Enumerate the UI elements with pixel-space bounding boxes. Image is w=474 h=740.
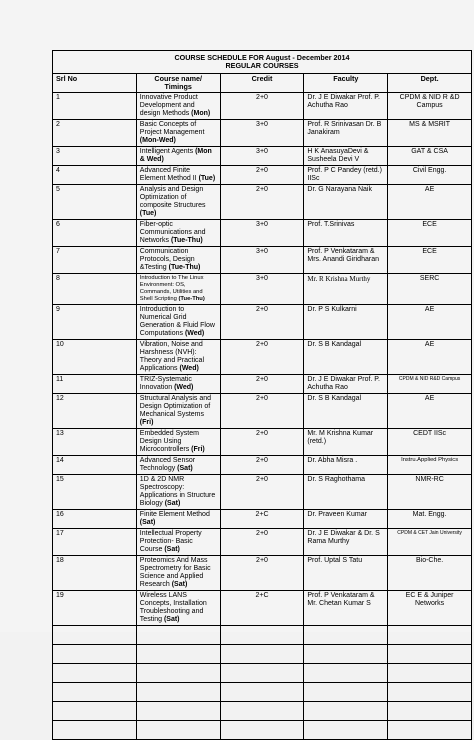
row-credit: 2+0 — [220, 556, 304, 591]
table-row — [53, 591, 472, 626]
row-credit: 3+0 — [220, 147, 304, 166]
row-dept: Bio-Che. — [388, 556, 472, 591]
empty-cell — [388, 626, 472, 645]
row-credit: 3+0 — [220, 220, 304, 247]
row-sr-number: 5 — [53, 185, 137, 220]
course-timing: (Tue-Thu) — [178, 296, 205, 302]
table-row — [53, 247, 472, 274]
course-timing: (Tue) — [198, 175, 216, 182]
row-credit: 2+0 — [220, 185, 304, 220]
row-dept: Civil Engg. — [388, 166, 472, 185]
row-course-cell — [136, 475, 220, 510]
row-faculty: Dr. J E Diwakar & Dr. S Rama Murthy — [304, 529, 388, 556]
course-name: Proteomics And Mass Spectrometry for Basic Science and Applied Research — [139, 557, 211, 588]
course-timing: (Tue-Thu) — [168, 264, 201, 271]
table-row — [53, 147, 472, 166]
empty-cell — [136, 645, 220, 664]
empty-row — [53, 702, 472, 721]
row-faculty: Prof. R Srinivasan Dr. B Janakiram — [304, 120, 388, 147]
course-schedule-sheet — [52, 50, 472, 740]
empty-cell — [53, 683, 137, 702]
course-name: Wireless LANS Concepts, Installation Troubleshooting and Testing — [139, 592, 207, 623]
table-row — [53, 305, 472, 340]
row-faculty: Mr. M Krishna Kumar (retd.) — [304, 429, 388, 456]
row-sr-number: 8 — [53, 274, 137, 305]
empty-cell — [136, 626, 220, 645]
schedule-subtitle: REGULAR COURSES — [225, 61, 299, 70]
row-credit: 2+0 — [220, 475, 304, 510]
course-timing: (Mon & Wed) — [139, 148, 212, 163]
course-name: Intellectual Property Protection- Basic Course — [139, 530, 202, 553]
row-faculty: Prof. Uptal S Tatu — [304, 556, 388, 591]
row-sr-number: 17 — [53, 529, 137, 556]
empty-cell — [136, 664, 220, 683]
row-sr-number: 15 — [53, 475, 137, 510]
row-credit: 2+C — [220, 591, 304, 626]
course-name: Introduction to The Linux Environment: OS, Commands, Utilities and Shell Scripting — [139, 275, 204, 302]
table-row — [53, 429, 472, 456]
empty-cell — [53, 664, 137, 683]
row-credit: 3+0 — [220, 274, 304, 305]
row-course-cell — [136, 147, 220, 166]
row-credit: 2+0 — [220, 429, 304, 456]
row-course-cell — [136, 340, 220, 375]
row-dept: EC E & Juniper Networks — [388, 591, 472, 626]
empty-row — [53, 626, 472, 645]
course-timing: (Wed) — [184, 330, 205, 337]
course-timing: (Wed) — [179, 365, 199, 372]
row-dept: ECE — [388, 220, 472, 247]
row-course-cell — [136, 394, 220, 429]
row-course-cell — [136, 510, 220, 529]
row-credit: 2+0 — [220, 456, 304, 475]
row-faculty: Dr. Abha Misra . — [304, 456, 388, 475]
column-header-course: Course name/ Timings — [136, 74, 220, 93]
schedule-title: COURSE SCHEDULE FOR August - December 2014 — [174, 53, 350, 62]
empty-cell — [53, 702, 137, 721]
row-course-cell — [136, 429, 220, 456]
row-sr-number: 9 — [53, 305, 137, 340]
course-name: Basic Concepts of Project Management — [139, 121, 205, 136]
empty-row — [53, 683, 472, 702]
course-timing: (Tue) — [139, 210, 157, 217]
table-header-row — [53, 51, 472, 74]
empty-cell — [304, 683, 388, 702]
empty-cell — [304, 702, 388, 721]
course-name: Innovative Product Development and design Methods — [139, 94, 198, 117]
row-course-cell — [136, 305, 220, 340]
row-dept: CPDM & CET Jain University — [388, 529, 472, 556]
empty-cell — [136, 702, 220, 721]
row-course-cell — [136, 274, 220, 305]
course-timing: (Mon) — [191, 110, 211, 117]
row-faculty: Prof. P C Pandey (retd.) IISc — [304, 166, 388, 185]
row-dept: AE — [388, 394, 472, 429]
empty-cell — [220, 645, 304, 664]
empty-cell — [304, 645, 388, 664]
course-timing: (Fri) — [191, 446, 205, 453]
row-sr-number: 16 — [53, 510, 137, 529]
row-sr-number: 14 — [53, 456, 137, 475]
row-faculty: H K AnasuyaDevi & Susheela Devi V — [304, 147, 388, 166]
course-timing: (Tue-Thu) — [170, 237, 203, 244]
empty-cell — [388, 645, 472, 664]
table-row — [53, 556, 472, 591]
row-faculty: Prof. P Venkataram & Mr. Chetan Kumar S — [304, 591, 388, 626]
course-timing: (Sat) — [171, 581, 188, 588]
row-dept: ECE — [388, 247, 472, 274]
empty-row — [53, 645, 472, 664]
table-row — [53, 529, 472, 556]
column-header-row — [53, 74, 472, 93]
table-row — [53, 220, 472, 247]
row-course-cell — [136, 93, 220, 120]
course-timing: (Sat) — [164, 546, 180, 553]
row-dept: SERC — [388, 274, 472, 305]
table-row — [53, 456, 472, 475]
row-sr-number: 11 — [53, 375, 137, 394]
row-faculty: Dr. J E Diwakar Prof. P. Achutha Rao — [304, 93, 388, 120]
empty-row — [53, 664, 472, 683]
row-credit: 2+0 — [220, 340, 304, 375]
row-course-cell — [136, 247, 220, 274]
row-dept: CPDM & NID R &D Campus — [388, 93, 472, 120]
row-credit: 2+0 — [220, 394, 304, 429]
course-name: TRIZ-Systematic Innovation — [139, 376, 192, 391]
empty-cell — [220, 626, 304, 645]
column-header-sr: Srl No — [53, 74, 137, 93]
course-name: Vibration, Noise and Harshness (NVH): Theory and Practical Applications — [139, 341, 204, 372]
column-header-credit: Credit — [220, 74, 304, 93]
row-faculty: Prof. T.Srinivas — [304, 220, 388, 247]
row-dept: Instru.Applied Physics — [388, 456, 472, 475]
row-sr-number: 18 — [53, 556, 137, 591]
course-timing: (Mon-Wed) — [139, 137, 176, 144]
table-row — [53, 274, 472, 305]
course-name: Intelligent Agents — [139, 148, 194, 155]
row-faculty: Dr. S B Kandagal — [304, 340, 388, 375]
table-row — [53, 166, 472, 185]
table-row — [53, 185, 472, 220]
table-row — [53, 93, 472, 120]
row-dept: GAT & CSA — [388, 147, 472, 166]
course-timing: (Sat) — [164, 500, 181, 507]
empty-cell — [136, 721, 220, 740]
row-course-cell — [136, 375, 220, 394]
row-dept: AE — [388, 305, 472, 340]
course-name: Fiber-optic Communications and Networks — [139, 221, 206, 244]
empty-cell — [136, 683, 220, 702]
empty-cell — [220, 683, 304, 702]
empty-cell — [304, 721, 388, 740]
course-name: Embedded System Design Using Microcontrollers — [139, 430, 199, 453]
column-header-dept: Dept. — [388, 74, 472, 93]
row-course-cell — [136, 166, 220, 185]
table-row — [53, 120, 472, 147]
course-timing: (Fri) — [139, 419, 154, 426]
table-row — [53, 510, 472, 529]
course-name: Advanced Sensor Technology — [139, 457, 196, 472]
row-sr-number: 6 — [53, 220, 137, 247]
row-course-cell — [136, 120, 220, 147]
row-sr-number: 3 — [53, 147, 137, 166]
column-header-faculty: Faculty — [304, 74, 388, 93]
row-course-cell — [136, 220, 220, 247]
row-course-cell — [136, 185, 220, 220]
row-faculty: Dr. J E Diwakar Prof. P. Achutha Rao — [304, 375, 388, 394]
row-sr-number: 10 — [53, 340, 137, 375]
row-sr-number: 4 — [53, 166, 137, 185]
row-sr-number: 13 — [53, 429, 137, 456]
course-name: Finite Element Method — [139, 511, 210, 518]
course-name: 1D & 2D NMR Spectroscopy: Applications in Structure Biology — [139, 476, 216, 507]
row-sr-number: 1 — [53, 93, 137, 120]
row-dept: Mat. Engg. — [388, 510, 472, 529]
row-sr-number: 12 — [53, 394, 137, 429]
row-dept: CEDT IISc — [388, 429, 472, 456]
empty-cell — [388, 683, 472, 702]
row-dept: NMR-RC — [388, 475, 472, 510]
row-course-cell — [136, 591, 220, 626]
row-credit: 2+0 — [220, 305, 304, 340]
course-schedule-table — [52, 50, 472, 740]
empty-cell — [304, 626, 388, 645]
empty-cell — [388, 721, 472, 740]
row-credit: 2+0 — [220, 93, 304, 120]
table-row — [53, 394, 472, 429]
course-name: Introduction to Numerical Grid Generation & Fluid Flow Computations — [139, 306, 215, 337]
course-name: Structural Analysis and Design Optimization of Mechanical Systems — [139, 395, 211, 418]
course-name: Advanced Finite Element Method II — [139, 167, 197, 182]
table-row — [53, 475, 472, 510]
empty-cell — [220, 702, 304, 721]
course-timing: (Sat) — [177, 465, 193, 472]
row-dept: AE — [388, 185, 472, 220]
row-dept: CPDM & NID R&D Campus — [388, 375, 472, 394]
empty-cell — [220, 721, 304, 740]
row-course-cell — [136, 556, 220, 591]
course-timing: (Sat) — [163, 616, 180, 623]
row-dept: MS & MSRIT — [388, 120, 472, 147]
row-dept: AE — [388, 340, 472, 375]
row-credit: 3+0 — [220, 247, 304, 274]
empty-cell — [388, 702, 472, 721]
row-sr-number: 7 — [53, 247, 137, 274]
row-credit: 2+0 — [220, 166, 304, 185]
empty-cell — [388, 664, 472, 683]
course-timing: (Wed) — [174, 384, 194, 391]
row-sr-number: 2 — [53, 120, 137, 147]
row-faculty: Mr. R Krishna Murthy — [304, 274, 388, 305]
row-course-cell — [136, 529, 220, 556]
empty-cell — [53, 626, 137, 645]
course-name: Analysis and Design Optimization of composite Structures — [139, 186, 206, 209]
table-row — [53, 375, 472, 394]
row-faculty: Dr. G Narayana Naik — [304, 185, 388, 220]
row-credit: 2+0 — [220, 529, 304, 556]
row-credit: 3+0 — [220, 120, 304, 147]
row-faculty: Prof. P Venkataram & Mrs. Anandi Giridharan — [304, 247, 388, 274]
empty-cell — [304, 664, 388, 683]
row-credit: 2+0 — [220, 375, 304, 394]
table-heading — [53, 51, 472, 74]
row-course-cell — [136, 456, 220, 475]
row-faculty: Dr. S Raghothama — [304, 475, 388, 510]
empty-row — [53, 721, 472, 740]
empty-cell — [53, 721, 137, 740]
course-timing: (Sat) — [139, 519, 156, 526]
course-name: Communication Protocols, Design &Testing — [139, 248, 195, 271]
empty-cell — [220, 664, 304, 683]
row-sr-number: 19 — [53, 591, 137, 626]
row-faculty: Dr. P S Kulkarni — [304, 305, 388, 340]
table-row — [53, 340, 472, 375]
row-credit: 2+C — [220, 510, 304, 529]
row-faculty: Dr. S B Kandagal — [304, 394, 388, 429]
empty-cell — [53, 645, 137, 664]
row-faculty: Dr. Praveen Kumar — [304, 510, 388, 529]
